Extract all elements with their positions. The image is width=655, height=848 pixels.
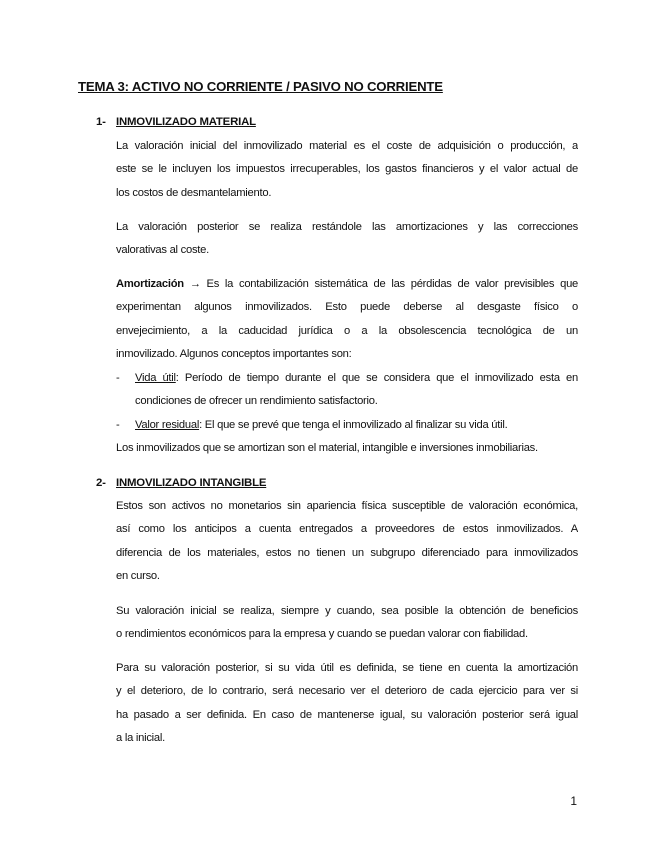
text-line: los costos de desmantelamiento. — [116, 186, 272, 199]
text-fragment: : El que se prevé que tenga el inmovilizado al finalizar su vida útil. — [199, 419, 508, 431]
section-2-number: 2- — [96, 477, 106, 489]
text-line: así como los anticipos a cuenta entregados a proveedores de estos inmovilizados. A — [116, 523, 578, 536]
bullet-dash: - — [116, 372, 120, 384]
amortizacion-term: Amortización — [116, 278, 184, 290]
page-number: 1 — [570, 794, 577, 808]
text-line: envejecimiento, a la caducidad jurídica o a la obsolescencia tecnológica de un — [116, 324, 578, 337]
section-2-label: INMOVILIZADO INTANGIBLE — [116, 477, 267, 489]
bullet-term: Vida útil — [135, 372, 176, 384]
section-1-paragraph-3 — [116, 273, 578, 367]
section-2-paragraph-2 — [116, 600, 578, 647]
text-line: inmovilizado. Algunos conceptos importantes son: — [116, 348, 352, 361]
text-line: en curso. — [116, 570, 160, 583]
text-line: ha pasado a ser definida. En caso de mantenerse igual, su valoración posterior será igual — [116, 708, 578, 721]
text-line: valorativas al coste. — [116, 244, 209, 257]
arrow-icon: → — [189, 278, 201, 290]
bullet-term: Valor residual — [135, 419, 200, 431]
text-line: y el deterioro, de lo contrario, será necesario ver el deterioro de cada ejercicio para ver si — [116, 685, 578, 698]
section-1-heading — [96, 116, 256, 128]
text-line — [116, 273, 578, 296]
text-fragment: : Período de tiempo durante el que se considera que el inmovilizado esta en — [175, 372, 578, 384]
bullet-dash: - — [116, 419, 120, 431]
text-line: a la inicial. — [116, 732, 165, 745]
text-line — [135, 367, 578, 390]
section-1-number: 1- — [96, 116, 106, 128]
section-2-paragraph-3 — [116, 657, 578, 751]
section-1-label: INMOVILIZADO MATERIAL — [116, 116, 256, 128]
text-line: La valoración inicial del inmovilizado material es el coste de adquisición o producción, a — [116, 140, 578, 152]
text-line: La valoración posterior se realiza restándole las amortizaciones y las correcciones — [116, 221, 578, 233]
text-line: este se le incluyen los impuestos irrecuperables, los gastos financieros y el valor actual de — [116, 163, 578, 176]
section-1-paragraph-2 — [116, 216, 578, 263]
text-line: diferencia de los materiales, estos no tienen un subgrupo diferenciado para inmovilizados — [116, 546, 578, 559]
text-line — [135, 414, 578, 437]
text-line: condiciones de ofrecer un rendimiento satisfactorio. — [135, 395, 378, 408]
text-line: Los inmovilizados que se amortizan son el material, intangible e inversiones inmobiliarias. — [116, 442, 538, 454]
text-line: o rendimientos económicos para la empresa y cuando se puedan valorar con fiabilidad. — [116, 628, 528, 641]
section-2-heading — [96, 477, 266, 489]
text-line: Para su valoración posterior, si su vida útil es definida, se tiene en cuenta la amortización — [116, 662, 578, 674]
section-1-paragraph-4 — [116, 437, 578, 460]
section-1-paragraph-1 — [116, 135, 578, 205]
text-line: experimentan algunos inmovilizados. Esto puede deberse al desgaste físico o — [116, 301, 578, 314]
text-fragment: Es la contabilización sistemática de las pérdidas de valor previsibles que — [206, 278, 578, 290]
text-line: Su valoración inicial se realiza, siempre y cuando, sea posible la obtención de beneficios — [116, 605, 578, 617]
text-line: Estos son activos no monetarios sin apariencia física susceptible de valoración económica, — [116, 500, 578, 512]
page-title: TEMA 3: ACTIVO NO CORRIENTE / PASIVO NO CORRIENTE — [78, 79, 443, 94]
section-2-paragraph-1 — [116, 495, 578, 589]
